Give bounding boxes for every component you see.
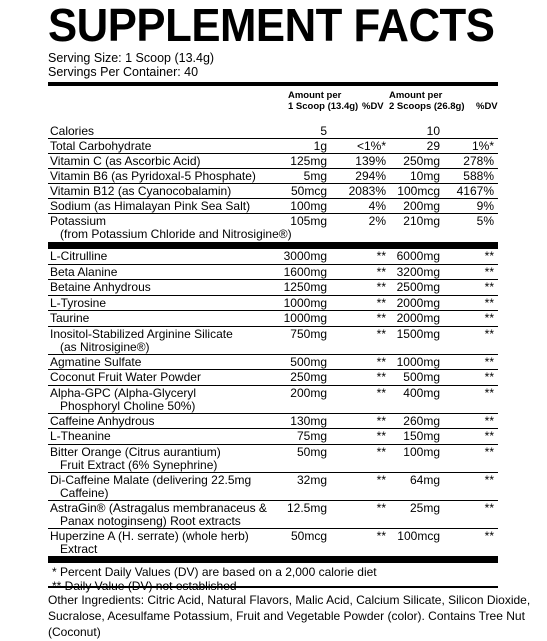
nutrient-amount-2: 10mg xyxy=(409,169,440,183)
nutrient-row xyxy=(48,184,498,199)
ingredient-amount-1: 12.5mg xyxy=(286,500,327,515)
dv-2-label: %DV xyxy=(476,101,498,112)
ingredient-amount-2: 1000mg xyxy=(396,354,440,369)
divider-bottom xyxy=(48,586,498,588)
ingredient-name: Inositol-Stabilized Arginine Silicate xyxy=(50,326,233,341)
ingredient-name: Bitter Orange (Citrus aurantium) xyxy=(50,444,221,459)
nutrient-amount-2: 200mg xyxy=(403,199,440,213)
nutrient-dv-1: 2083% xyxy=(348,184,386,198)
ingredient-dv-2: ** xyxy=(484,326,494,341)
ingredient-dv-1: ** xyxy=(376,472,386,487)
ingredient-dv-1: ** xyxy=(376,500,386,515)
amount-1-label-line2: 1 Scoop (13.4g) xyxy=(288,101,359,112)
footnote-dv: * Percent Daily Values (DV) are based on a 2,000 calorie diet xyxy=(52,564,377,579)
nutrient-amount-1: 5mg xyxy=(303,169,327,183)
ingredient-name: Coconut Fruit Water Powder xyxy=(50,370,201,384)
ingredient-row xyxy=(48,311,498,327)
ingredient-row xyxy=(48,280,498,296)
ingredient-name: Di-Caffeine Malate (delivering 22.5mg xyxy=(50,472,252,487)
nutrient-dv-1: 139% xyxy=(355,154,386,168)
column-header xyxy=(48,86,498,124)
supplement-facts-panel xyxy=(48,2,498,593)
ingredient-amount-2: 6000mg xyxy=(396,249,440,263)
ingredient-dv-2: ** xyxy=(484,472,494,487)
nutrient-name: Potassium xyxy=(50,214,107,228)
nutrient-name: Vitamin C (as Ascorbic Acid) xyxy=(50,154,201,168)
ingredient-dv-2: ** xyxy=(484,500,494,515)
ingredient-name-continued: Caffeine) xyxy=(60,485,109,500)
ingredient-amount-1: 32mg xyxy=(296,472,327,487)
ingredient-name: Caffeine Anhydrous xyxy=(50,413,155,428)
ingredient-dv-2: ** xyxy=(484,429,494,443)
ingredient-amount-2: 100mg xyxy=(403,444,440,459)
nutrient-amount-1: 1g xyxy=(313,139,327,153)
ingredient-dv-1: ** xyxy=(376,295,386,310)
nutrient-dv-2: 9% xyxy=(476,199,494,213)
ingredient-amount-2: 260mg xyxy=(403,413,440,428)
ingredient-row xyxy=(48,445,498,473)
nutrient-rows xyxy=(48,124,498,242)
nutrient-dv-2: 4167% xyxy=(456,184,494,198)
ingredient-amount-1: 750mg xyxy=(290,326,327,341)
ingredient-name: Taurine xyxy=(50,311,90,325)
nutrient-name: Sodium (as Himalayan Pink Sea Salt) xyxy=(50,199,251,213)
nutrient-row xyxy=(48,139,498,154)
ingredient-name-continued: Fruit Extract (6% Synephrine) xyxy=(60,457,218,472)
serving-size: Serving Size: 1 Scoop (13.4g) xyxy=(48,51,215,65)
amount-2-label-line2: 2 Scoops (26.8g) xyxy=(389,101,465,112)
ingredient-row xyxy=(48,501,498,529)
ingredient-dv-2: ** xyxy=(484,280,494,294)
amount-1-label-line1: Amount per xyxy=(288,90,342,101)
ingredient-name: Beta Alanine xyxy=(50,264,118,279)
ingredient-amount-1: 130mg xyxy=(290,413,327,428)
nutrient-row xyxy=(48,124,498,139)
ingredient-name-continued: Phosphoryl Choline 50%) xyxy=(60,398,196,413)
nutrient-amount-1: 50mcg xyxy=(290,184,327,198)
ingredient-amount-1: 50mg xyxy=(296,444,327,459)
panel-title: SUPPLEMENT FACTS xyxy=(48,0,495,51)
ingredient-row xyxy=(48,414,498,430)
nutrient-dv-1: 294% xyxy=(355,169,386,183)
ingredient-rows xyxy=(48,249,498,556)
ingredient-dv-2: ** xyxy=(484,370,494,384)
ingredient-amount-1: 200mg xyxy=(290,385,327,400)
nutrient-row xyxy=(48,154,498,169)
nutrient-amount-1: 125mg xyxy=(290,154,327,168)
ingredient-dv-1: ** xyxy=(376,444,386,459)
ingredient-dv-1: ** xyxy=(376,370,386,384)
nutrient-amount-1: 105mg xyxy=(290,214,327,228)
ingredient-dv-2: ** xyxy=(484,528,494,543)
ingredient-dv-2: ** xyxy=(484,295,494,310)
divider-thick xyxy=(48,242,498,249)
divider-thick xyxy=(48,556,498,563)
ingredient-name: L-Citrulline xyxy=(50,249,108,263)
nutrient-name: Calories xyxy=(50,124,95,138)
ingredient-row xyxy=(48,386,498,414)
ingredient-amount-2: 2000mg xyxy=(396,295,440,310)
nutrient-dv-2: 588% xyxy=(463,169,494,183)
ingredient-amount-1: 75mg xyxy=(296,429,327,443)
ingredient-row xyxy=(48,355,498,371)
ingredient-dv-2: ** xyxy=(484,354,494,369)
ingredient-name: AstraGin® (Astragalus membranaceus & xyxy=(50,500,267,515)
nutrient-amount-1: 5 xyxy=(320,124,327,138)
nutrient-dv-2: 278% xyxy=(463,154,494,168)
nutrient-amount-1: 100mg xyxy=(290,199,327,213)
ingredient-amount-2: 2500mg xyxy=(396,280,440,294)
footnotes xyxy=(48,563,498,593)
ingredient-name: L-Theanine xyxy=(50,429,111,443)
ingredient-name-continued: (as Nitrosigine®) xyxy=(60,339,150,354)
nutrient-name-continued: (from Potassium Chloride and Nitrosigine®) xyxy=(60,227,292,241)
ingredient-row xyxy=(48,370,498,386)
ingredient-amount-2: 500mg xyxy=(403,370,440,384)
nutrient-amount-2: 210mg xyxy=(403,214,440,228)
ingredient-row xyxy=(48,429,498,445)
ingredient-name: Huperzine A (H. serrate) (whole herb) xyxy=(50,528,249,543)
ingredient-amount-1: 3000mg xyxy=(283,249,327,263)
nutrient-row xyxy=(48,214,498,242)
ingredient-amount-2: 64mg xyxy=(409,472,440,487)
nutrient-row xyxy=(48,169,498,184)
dv-1-label: %DV xyxy=(362,101,384,112)
ingredient-dv-1: ** xyxy=(376,528,386,543)
ingredient-name-continued: Panax notoginseng) Root extracts xyxy=(60,513,241,528)
ingredient-dv-1: ** xyxy=(376,280,386,294)
ingredient-name: Alpha-GPC (Alpha-Glyceryl xyxy=(50,385,197,400)
nutrient-dv-1: 2% xyxy=(368,214,386,228)
ingredient-amount-1: 1000mg xyxy=(283,295,327,310)
ingredient-dv-1: ** xyxy=(376,429,386,443)
ingredient-dv-1: ** xyxy=(376,413,386,428)
ingredient-amount-1: 1000mg xyxy=(283,311,327,325)
other-ingredients: Other Ingredients: Citric Acid, Natural Flavors, Malic Acid, Calcium Silicate, Silicon Dioxide, Sucralose, Acesulfame Potassium, Fruit and Vegetable Powder (color). Contains Tree Nut (Coconut) xyxy=(48,593,531,639)
ingredient-dv-2: ** xyxy=(484,413,494,428)
nutrient-name: Vitamin B6 (as Pyridoxal-5 Phosphate) xyxy=(50,169,256,183)
nutrient-name: Vitamin B12 (as Cyanocobalamin) xyxy=(50,184,232,198)
ingredient-dv-2: ** xyxy=(484,311,494,325)
ingredient-dv-2: ** xyxy=(484,264,494,279)
ingredient-row xyxy=(48,529,498,556)
ingredient-amount-2: 3200mg xyxy=(396,264,440,279)
ingredient-name: Betaine Anhydrous xyxy=(50,280,151,294)
ingredient-dv-2: ** xyxy=(484,385,494,400)
nutrient-dv-1: <1%* xyxy=(356,139,386,153)
ingredient-name: Agmatine Sulfate xyxy=(50,354,142,369)
nutrient-amount-2: 250mg xyxy=(403,154,440,168)
ingredient-amount-2: 25mg xyxy=(409,500,440,515)
ingredient-amount-1: 250mg xyxy=(290,370,327,384)
nutrient-amount-2: 29 xyxy=(426,139,440,153)
ingredient-amount-1: 1600mg xyxy=(283,264,327,279)
ingredient-amount-2: 2000mg xyxy=(396,311,440,325)
ingredient-dv-2: ** xyxy=(484,249,494,263)
nutrient-amount-2: 100mcg xyxy=(397,184,440,198)
ingredient-row xyxy=(48,473,498,501)
ingredient-name: L-Tyrosine xyxy=(50,295,107,310)
nutrient-dv-2: 5% xyxy=(476,214,494,228)
nutrient-dv-1: 4% xyxy=(368,199,386,213)
ingredient-row xyxy=(48,265,498,281)
ingredient-dv-1: ** xyxy=(376,385,386,400)
ingredient-dv-2: ** xyxy=(484,444,494,459)
nutrient-name: Total Carbohydrate xyxy=(50,139,152,153)
ingredient-dv-1: ** xyxy=(376,264,386,279)
ingredient-amount-2: 100mcg xyxy=(397,528,440,543)
nutrient-row xyxy=(48,199,498,214)
nutrient-dv-2: 1%* xyxy=(471,139,494,153)
ingredient-dv-1: ** xyxy=(376,326,386,341)
ingredient-row xyxy=(48,249,498,265)
ingredient-amount-2: 150mg xyxy=(403,429,440,443)
ingredient-amount-2: 400mg xyxy=(403,385,440,400)
amount-2-label-line1: Amount per xyxy=(389,90,443,101)
ingredient-row xyxy=(48,327,498,355)
ingredient-dv-1: ** xyxy=(376,249,386,263)
ingredient-amount-1: 500mg xyxy=(290,354,327,369)
ingredient-amount-2: 1500mg xyxy=(396,326,440,341)
nutrient-amount-2: 10 xyxy=(426,124,440,138)
ingredient-amount-1: 1250mg xyxy=(283,280,327,294)
servings-per-container: Servings Per Container: 40 xyxy=(48,65,199,79)
ingredient-dv-1: ** xyxy=(376,354,386,369)
ingredient-amount-1: 50mcg xyxy=(290,528,327,543)
ingredient-name-continued: Extract xyxy=(60,541,98,556)
ingredient-dv-1: ** xyxy=(376,311,386,325)
ingredient-row xyxy=(48,296,498,312)
